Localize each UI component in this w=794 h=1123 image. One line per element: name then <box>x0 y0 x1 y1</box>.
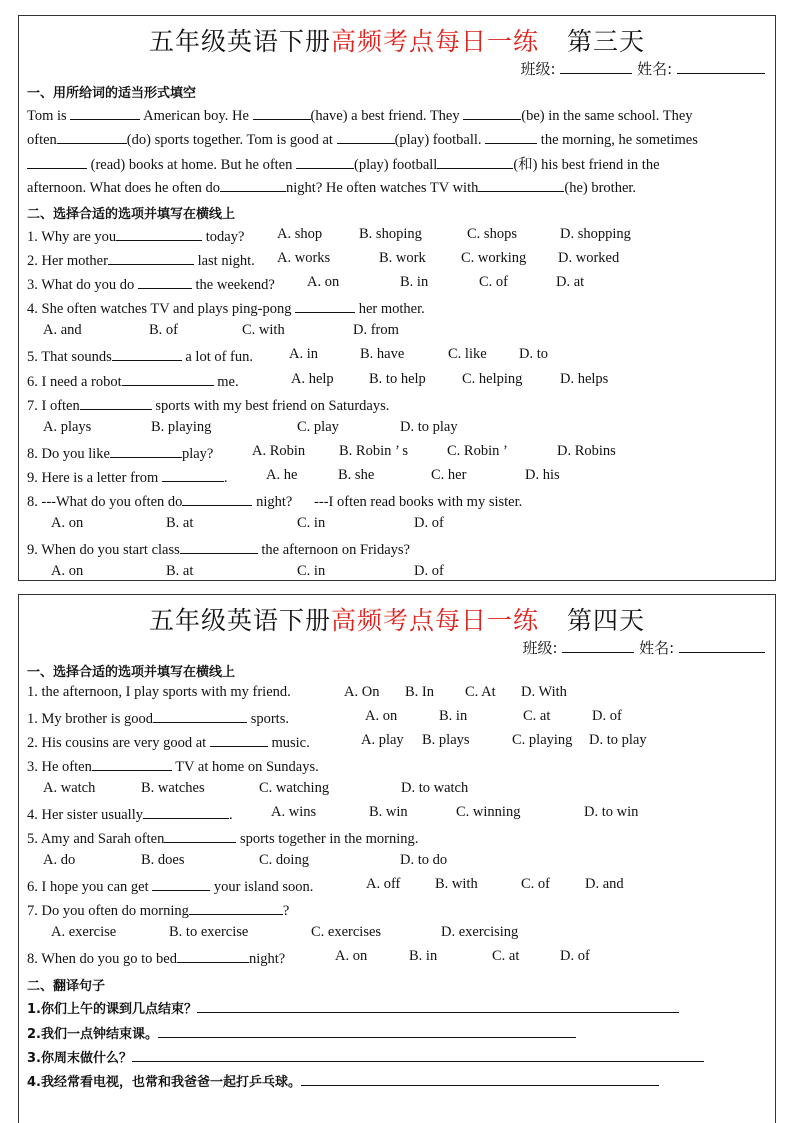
answer-blank[interactable] <box>437 154 513 169</box>
option-b[interactable]: B. have <box>360 346 405 362</box>
answer-blank[interactable] <box>189 900 283 915</box>
option-b[interactable]: B. playing <box>151 419 212 435</box>
option-d[interactable]: D. to play <box>400 419 458 435</box>
question-row: 2. Her mother last night. <box>27 250 255 270</box>
name-field[interactable] <box>679 638 765 653</box>
answer-blank[interactable] <box>180 539 258 554</box>
option-c[interactable]: C. exercises <box>311 924 382 940</box>
paragraph-line: afternoon. What does he often do night? He often watches TV with (he) brother. <box>27 177 636 197</box>
question-row: 9. When do you start class the afternoon on Fridays? <box>27 539 410 559</box>
answer-blank[interactable] <box>108 250 194 265</box>
answer-blank[interactable] <box>177 948 249 963</box>
option-a[interactable]: A. shop <box>277 226 323 242</box>
question-row: 9. Here is a letter from . <box>27 467 228 487</box>
option-d[interactable]: D. of <box>560 948 590 964</box>
answer-line[interactable] <box>132 1049 704 1062</box>
option-b[interactable]: B. of <box>149 322 178 338</box>
option-a[interactable]: A. play <box>361 732 404 748</box>
option-b[interactable]: B. in <box>409 948 438 964</box>
answer-blank[interactable] <box>116 226 202 241</box>
answer-blank[interactable] <box>153 708 247 723</box>
answer-blank[interactable] <box>70 105 140 120</box>
option-c[interactable]: C. helping <box>462 371 523 387</box>
option-d[interactable]: D. of <box>414 515 444 531</box>
question-row: 4. She often watches TV and plays ping-pong her mother. <box>27 298 425 318</box>
option-d[interactable]: D. to play <box>589 732 647 748</box>
translation-row: 1.你们上午的课到几点结束？ <box>27 998 679 1017</box>
answer-blank[interactable] <box>27 154 87 169</box>
question-row: 7. Do you often do morning ? <box>27 900 289 920</box>
section-heading: 二、翻译句子 <box>27 979 106 994</box>
option-c[interactable]: C. winning <box>456 804 521 820</box>
section-heading: 二、选择合适的选项并填写在横线上 <box>27 207 236 222</box>
option-c[interactable]: C. playing <box>512 732 573 748</box>
question-row: 7. I often sports with my best friend on Saturdays. <box>27 395 389 415</box>
question-row: 2. His cousins are very good at music. <box>27 732 310 752</box>
option-c[interactable]: C. at <box>492 948 520 964</box>
title-black-text: 五年级英语下册 <box>148 27 331 56</box>
option-d[interactable]: D. from <box>353 322 399 338</box>
option-a[interactable]: A. do <box>43 852 76 868</box>
option-d[interactable]: D. at <box>556 274 585 290</box>
option-d[interactable]: D. his <box>525 467 560 483</box>
option-d[interactable]: D. Robins <box>557 443 616 459</box>
answer-blank[interactable] <box>485 129 537 144</box>
question-row: 3. What do you do the weekend? <box>27 274 275 294</box>
option-c[interactable]: C. Robin ’ <box>447 443 508 459</box>
question-row: 5. That sounds a lot of fun. <box>27 346 253 366</box>
answer-blank[interactable] <box>138 274 192 289</box>
class-name-line <box>523 637 765 658</box>
answer-blank[interactable] <box>92 756 172 771</box>
question-row: 6. I hope you can get your island soon. <box>27 876 313 896</box>
answer-blank[interactable] <box>162 467 224 482</box>
option-b[interactable]: B. she <box>338 467 375 483</box>
option-d[interactable]: D. of <box>592 708 622 724</box>
translation-row: 3.你周末做什么？ <box>27 1047 704 1066</box>
name-label: 姓名: <box>639 639 675 657</box>
name-label: 姓名: <box>637 60 673 78</box>
option-c[interactable]: C. of <box>521 876 550 892</box>
page-title <box>19 22 775 58</box>
answer-blank[interactable] <box>463 105 521 120</box>
option-a[interactable]: A. he <box>266 467 298 483</box>
question-row: 8. Do you like play? <box>27 443 213 463</box>
question-row: 1. the afternoon, I play sports with my friend. <box>27 684 291 700</box>
translation-row: 2.我们一点钟结束课。 <box>27 1023 576 1042</box>
question-row: 1. My brother is good sports. <box>27 708 289 728</box>
option-c[interactable]: C. at <box>523 708 551 724</box>
option-c[interactable]: C. watching <box>259 780 330 796</box>
option-a[interactable]: A. watch <box>43 780 96 796</box>
answer-line[interactable] <box>158 1025 576 1038</box>
class-field[interactable] <box>562 638 634 653</box>
option-c[interactable]: C. play <box>297 419 339 435</box>
option-b[interactable]: B. in <box>400 274 429 290</box>
title-black-text: 五年级英语下册 <box>148 606 331 635</box>
paragraph-line: often (do) sports together. Tom is good at (play) football. the morning, he sometimes <box>27 129 698 149</box>
option-b[interactable]: B. at <box>166 563 194 579</box>
option-a[interactable]: A. help <box>291 371 334 387</box>
answer-blank[interactable] <box>112 346 182 361</box>
answer-blank[interactable] <box>110 443 182 458</box>
option-b[interactable]: B. at <box>166 515 194 531</box>
option-b[interactable]: B. work <box>379 250 426 266</box>
answer-blank[interactable] <box>164 828 236 843</box>
worksheet-day-four <box>18 594 776 1123</box>
option-a[interactable]: A. in <box>289 346 318 362</box>
option-a[interactable]: A. exercise <box>51 924 117 940</box>
answer-line[interactable] <box>301 1073 659 1086</box>
page-title <box>19 601 775 637</box>
question-row: 8. ---What do you often do night? ---I often read books with my sister. <box>27 491 522 511</box>
option-d[interactable]: D. With <box>521 684 567 700</box>
option-a[interactable]: A. Robin <box>252 443 306 459</box>
option-b[interactable]: B. to help <box>369 371 426 387</box>
option-a[interactable]: A. plays <box>43 419 92 435</box>
option-c[interactable]: C. her <box>431 467 467 483</box>
option-a[interactable]: A. on <box>51 515 84 531</box>
answer-blank[interactable] <box>152 876 210 891</box>
paragraph-line: Tom is American boy. He (have) a best friend. They (be) in the same school. They <box>27 105 693 125</box>
class-field[interactable] <box>560 59 632 74</box>
translation-row: 4.我经常看电视，也常和我爸爸一起打乒乓球。 <box>27 1071 659 1090</box>
answer-blank[interactable] <box>80 395 152 410</box>
title-red-text: 高频考点每日一练 <box>330 606 539 635</box>
option-a[interactable]: A. off <box>366 876 401 892</box>
answer-blank[interactable] <box>478 177 564 192</box>
answer-line[interactable] <box>197 1000 679 1013</box>
class-label: 班级: <box>522 639 558 657</box>
title-day-text: 第四天 <box>567 606 646 635</box>
question-row: 3. He often TV at home on Sundays. <box>27 756 319 776</box>
option-c[interactable]: C. shops <box>467 226 517 242</box>
option-b[interactable]: B. with <box>435 876 478 892</box>
option-a[interactable]: A. on <box>51 563 84 579</box>
option-b[interactable]: B. shoping <box>359 226 422 242</box>
option-a[interactable]: A. works <box>277 250 331 266</box>
question-row: 8. When do you go to bed night? <box>27 948 285 968</box>
option-a[interactable]: A. On <box>344 684 380 700</box>
option-c[interactable]: C. At <box>465 684 496 700</box>
option-c[interactable]: C. doing <box>259 852 309 868</box>
option-c[interactable]: C. like <box>448 346 487 362</box>
option-d[interactable]: D. shopping <box>560 226 631 242</box>
option-b[interactable]: B. In <box>405 684 434 700</box>
question-row: 6. I need a robot me. <box>27 371 239 391</box>
option-b[interactable]: B. Robin ’ s <box>339 443 409 459</box>
option-c[interactable]: C. working <box>461 250 527 266</box>
name-field[interactable] <box>677 59 765 74</box>
option-d[interactable]: D. exercising <box>441 924 519 940</box>
answer-blank[interactable] <box>122 371 214 386</box>
class-label: 班级: <box>520 60 556 78</box>
option-a[interactable]: A. on <box>335 948 368 964</box>
option-c[interactable]: C. in <box>297 515 326 531</box>
answer-blank[interactable] <box>210 732 268 747</box>
section-heading: 一、用所给词的适当形式填空 <box>27 86 197 101</box>
class-name-line <box>521 58 765 79</box>
option-b[interactable]: B. plays <box>422 732 470 748</box>
section-heading: 一、选择合适的选项并填写在横线上 <box>27 665 236 680</box>
option-d[interactable]: D. to do <box>400 852 448 868</box>
option-a[interactable]: A. on <box>365 708 398 724</box>
option-a[interactable]: A. on <box>307 274 340 290</box>
title-day-text: 第三天 <box>567 27 646 56</box>
option-d[interactable]: D. to win <box>584 804 639 820</box>
answer-blank[interactable] <box>337 129 395 144</box>
option-a[interactable]: A. and <box>43 322 82 338</box>
title-red-text: 高频考点每日一练 <box>330 27 539 56</box>
answer-blank[interactable] <box>253 105 311 120</box>
answer-blank[interactable] <box>143 804 229 819</box>
answer-blank[interactable] <box>57 129 127 144</box>
option-b[interactable]: B. does <box>141 852 185 868</box>
option-d[interactable]: D. worked <box>558 250 620 266</box>
option-b[interactable]: B. to exercise <box>169 924 249 940</box>
option-d[interactable]: D. and <box>585 876 624 892</box>
question-row: 5. Amy and Sarah often sports together in the morning. <box>27 828 418 848</box>
option-a[interactable]: A. wins <box>271 804 317 820</box>
answer-blank[interactable] <box>220 177 286 192</box>
worksheet-day-three <box>18 15 776 581</box>
answer-blank[interactable] <box>296 154 354 169</box>
option-d[interactable]: D. helps <box>560 371 609 387</box>
option-b[interactable]: B. watches <box>141 780 205 796</box>
option-c[interactable]: C. with <box>242 322 285 338</box>
paragraph-line: (read) books at home. But he often (play) football (和) his best friend in the <box>27 153 660 174</box>
option-c[interactable]: C. of <box>479 274 508 290</box>
option-d[interactable]: D. of <box>414 563 444 579</box>
option-c[interactable]: C. in <box>297 563 326 579</box>
answer-blank[interactable] <box>182 491 252 506</box>
option-b[interactable]: B. in <box>439 708 468 724</box>
option-d[interactable]: D. to <box>519 346 548 362</box>
option-d[interactable]: D. to watch <box>401 780 469 796</box>
answer-blank[interactable] <box>295 298 355 313</box>
option-b[interactable]: B. win <box>369 804 408 820</box>
question-row: 1. Why are you today? <box>27 226 244 246</box>
question-row: 4. Her sister usually . <box>27 804 233 824</box>
